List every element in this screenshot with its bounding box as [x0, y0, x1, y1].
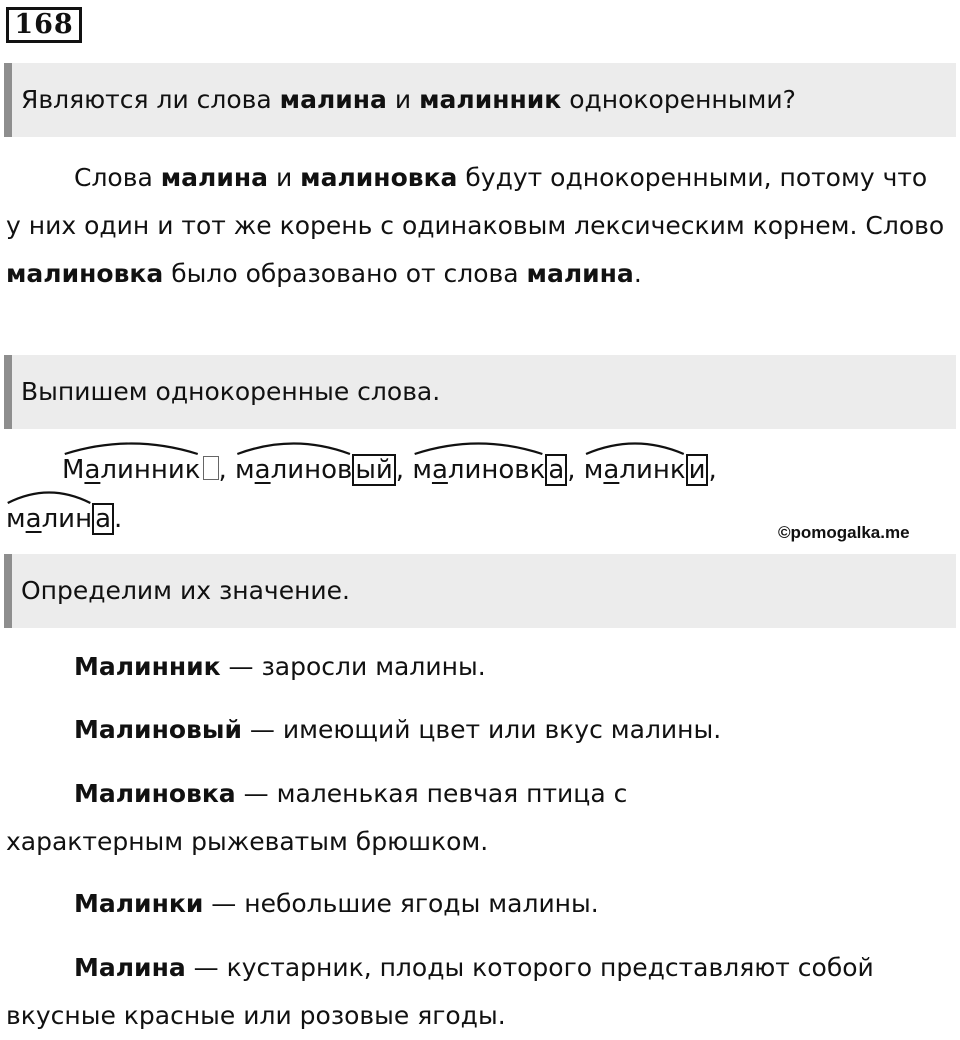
question-bold-word: малина	[279, 85, 387, 114]
section-title: Определим их значение.	[21, 576, 350, 605]
answer-part: было образовано от слова	[163, 259, 527, 288]
word-prefix: м	[6, 504, 26, 534]
word-malinki	[584, 455, 686, 485]
definition-text: — маленькая певчая птица с характерным рыжеватым брюшком.	[6, 779, 628, 856]
answer-bold-word: малиновка	[300, 163, 458, 192]
definition-term: Малинник	[74, 652, 221, 681]
root-arc	[6, 490, 92, 504]
task-number: 168	[6, 7, 82, 43]
definition-term: Малиновка	[74, 779, 236, 808]
word-malinovyy	[235, 455, 352, 485]
answer-part: .	[633, 259, 642, 288]
separator: ,	[218, 455, 236, 485]
answer-paragraph	[6, 154, 946, 298]
root-arc	[584, 441, 686, 455]
ending-box: ый	[352, 454, 395, 486]
definition-2	[6, 706, 946, 754]
ending-box: и	[686, 454, 709, 486]
separator: ,	[567, 455, 584, 485]
answer-bold-word: малиновка	[6, 259, 164, 288]
null-ending-box	[203, 456, 219, 480]
answer-bold-word: малина	[526, 259, 634, 288]
definition-4	[6, 880, 946, 928]
section-bar-meanings	[4, 554, 956, 628]
separator: ,	[395, 455, 413, 485]
answer-part: будут однокоренными, потому что у них один и тот же корень с одинаковым лексическим корнем. Слово	[6, 163, 945, 240]
definition-text: — небольшие ягоды малины.	[203, 889, 599, 918]
definition-5	[6, 944, 896, 1040]
word-line-1	[6, 454, 717, 486]
question-part: и	[386, 85, 420, 114]
copyright-watermark: ©pomogalka.me	[778, 523, 910, 542]
definition-term: Малинки	[74, 889, 204, 918]
word-malinnik	[62, 455, 201, 485]
definition-1	[6, 643, 946, 691]
stressed-vowel: а	[254, 455, 271, 485]
ending-box: а	[545, 454, 567, 486]
answer-part: и	[268, 163, 301, 192]
question-bold-word: малинник	[419, 85, 562, 114]
definition-text: — кустарник, плоды которого представляют собой вкусные красные или розовые ягоды.	[6, 953, 874, 1030]
stressed-vowel: а	[431, 455, 448, 485]
definition-text: — заросли малины.	[220, 652, 486, 681]
word-root: лин	[41, 504, 93, 534]
root-arc	[412, 441, 545, 455]
word-root: линовк	[447, 455, 546, 485]
word-root: линк	[619, 455, 686, 485]
word-line-2	[6, 503, 122, 535]
word-malina	[6, 504, 92, 534]
stressed-vowel: а	[84, 455, 101, 485]
answer-bold-word: малина	[160, 163, 269, 192]
separator: .	[114, 504, 123, 534]
section-bar-words	[4, 355, 956, 429]
definition-3	[6, 770, 746, 866]
root-arc	[62, 441, 201, 455]
word-prefix: м	[412, 455, 432, 485]
stressed-vowel: а	[603, 455, 620, 485]
root-arc	[235, 441, 352, 455]
definition-text: — имеющий цвет или вкус малины.	[241, 715, 722, 744]
word-root: линов	[270, 455, 353, 485]
question-text	[21, 85, 796, 115]
question-bar	[4, 63, 956, 137]
word-prefix: м	[583, 455, 604, 485]
question-part: Являются ли слова	[21, 85, 280, 114]
separator: ,	[708, 455, 717, 485]
definition-term: Малина	[74, 953, 186, 982]
section-title: Выпишем однокоренные слова.	[21, 377, 441, 406]
answer-part: Слова	[74, 163, 161, 192]
ending-box: а	[92, 503, 114, 535]
stressed-vowel: а	[25, 504, 42, 534]
word-prefix: м	[235, 455, 255, 485]
word-malinovka	[412, 455, 545, 485]
question-part: однокоренными?	[561, 85, 796, 114]
definition-term: Малиновый	[74, 715, 242, 744]
word-prefix: М	[62, 455, 85, 485]
word-root: линник	[100, 455, 201, 485]
